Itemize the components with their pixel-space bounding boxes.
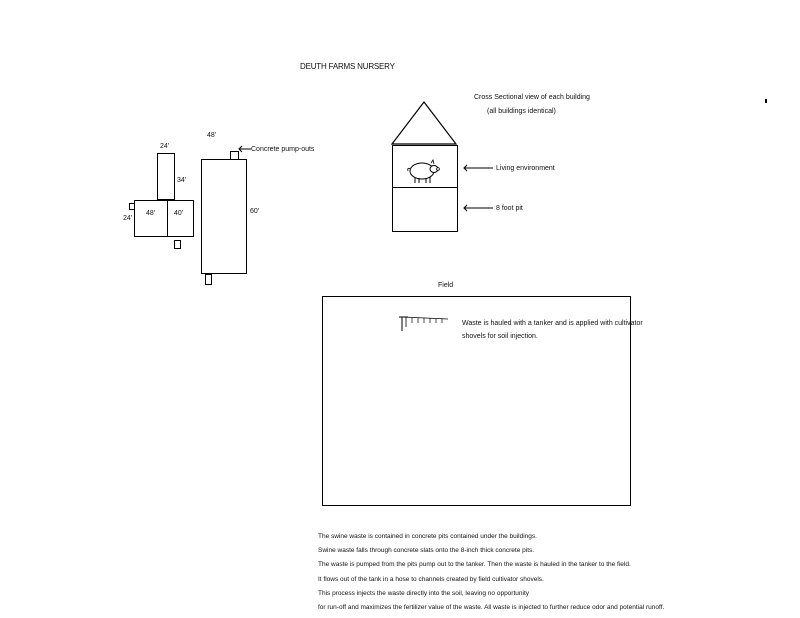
field-box: [322, 296, 631, 506]
living-label: Living environment: [496, 165, 555, 172]
pump-out-big-bottom: [205, 274, 212, 285]
diagram-title: DEUTH FARMS NURSERY: [300, 62, 395, 71]
building-middle: [167, 200, 194, 237]
pump-arrow-icon: [238, 144, 252, 154]
pit-label: 8 foot pit: [496, 205, 523, 212]
note-line: It flows out of the tank in a hose to channels created by field cultivator shovels.: [318, 575, 544, 583]
field-description-line2: shovels for soil injection.: [462, 333, 538, 340]
dim-top-height: 34': [177, 177, 187, 184]
field-label: Field: [438, 282, 454, 289]
dim-side-height: 24': [123, 215, 133, 222]
tanker-icon: [398, 313, 450, 333]
cross-section-title: Cross Sectional view of each building: [474, 94, 590, 101]
dim-left-width: 48': [146, 210, 156, 217]
note-line: for run-off and maximizes the fertilizer value of the waste. All waste is injected to further reduce odor and potential runoff.: [318, 604, 665, 612]
dim-top-width: 24': [160, 143, 170, 150]
dim-big-width: 48': [207, 132, 217, 139]
building-roof: [390, 100, 460, 146]
notes-block: [318, 530, 664, 615]
building-left: [134, 200, 168, 237]
pig-icon: [405, 157, 441, 185]
pit-level: [392, 187, 458, 232]
dim-big-height: 60': [250, 208, 260, 215]
note-line: The waste is pumped from the pits pump out to the tanker. Then the waste is hauled in the tanker to the field.: [318, 561, 631, 569]
note-line: Swine waste falls through concrete slats onto the 8-inch thick concrete pits.: [318, 547, 535, 555]
cross-section-subtitle: (all buildings identical): [487, 108, 556, 115]
living-arrow-icon: [462, 163, 494, 173]
dim-mid-width: 40': [174, 210, 184, 217]
pump-out-bottom: [174, 240, 181, 249]
building-large: [201, 159, 247, 274]
field-description-line1: Waste is hauled with a tanker and is applied with cultivator: [462, 320, 643, 327]
pump-out-label: Concrete pump-outs: [251, 146, 315, 153]
note-line: The swine waste is contained in concrete pits contained under the buildings.: [318, 533, 537, 540]
note-line: This process injects the waste directly into the soil, leaving no opportunity: [318, 589, 529, 597]
stray-mark: [765, 99, 767, 103]
building-top: [157, 153, 175, 200]
pit-arrow-icon: [462, 203, 494, 213]
